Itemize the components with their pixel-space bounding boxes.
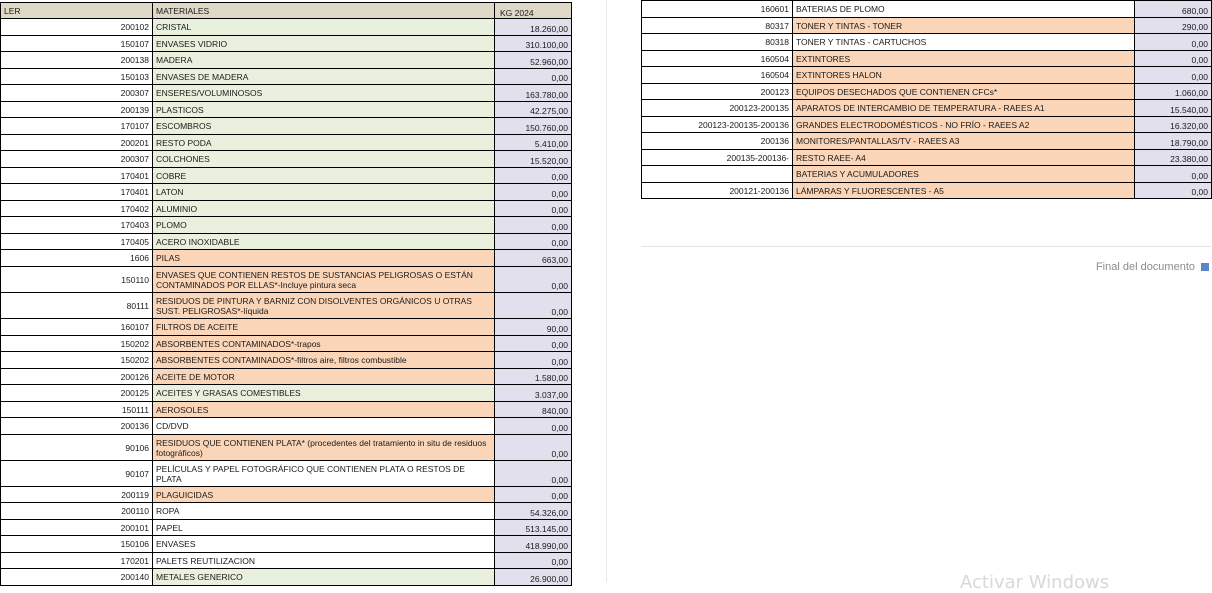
table-row	[642, 117, 1212, 133]
ler-cell: 170403	[1, 217, 153, 234]
ler-cell: 160504	[642, 67, 793, 84]
material-cell: BATERIAS Y ACUMULADORES	[793, 166, 1135, 183]
ler-cell: 150103	[1, 69, 153, 85]
material-cell: RESTO RAEE- A4	[793, 150, 1135, 166]
kg-cell: 26.900,00	[495, 569, 572, 586]
kg-cell: 0,00	[495, 435, 572, 461]
material-cell: ENVASES QUE CONTIENEN RESTOS DE SUSTANCIAS PELIGROSAS O ESTÁN CONTAMINADOS POR ELLAS*-Incluye pintura seca	[153, 267, 495, 293]
material-cell: ENVASES VIDRIO	[153, 36, 495, 52]
material-cell: METALES GENERICO	[153, 569, 495, 586]
ler-cell: 200201	[1, 135, 153, 151]
table-row	[642, 51, 1212, 67]
table-row	[1, 201, 572, 217]
ler-cell: 200135-200136-	[642, 150, 793, 166]
table-header-row	[1, 3, 572, 19]
material-cell: LATON	[153, 184, 495, 201]
kg-cell: 840,00	[495, 402, 572, 418]
kg-cell: 5.410,00	[495, 135, 572, 151]
ler-cell: 150110	[1, 267, 153, 293]
table-row	[1, 402, 572, 418]
kg-cell: 513.145,00	[495, 520, 572, 536]
kg-cell: 0,00	[495, 293, 572, 319]
kg-cell: 54.326,00	[495, 503, 572, 520]
material-cell: ABSORBENTES CONTAMINADOS*-trapos	[153, 336, 495, 352]
material-cell: AEROSOLES	[153, 402, 495, 418]
ler-cell: 200102	[1, 19, 153, 36]
material-cell: ROPA	[153, 503, 495, 520]
ler-cell: 200136	[642, 133, 793, 150]
ler-cell: 200101	[1, 520, 153, 536]
ler-cell: 200119	[1, 487, 153, 503]
material-cell: CD/DVD	[153, 418, 495, 435]
table-row	[642, 150, 1212, 166]
ler-cell: 150202	[1, 336, 153, 352]
end-of-document-label: Final del documento	[1095, 261, 1195, 273]
material-cell: ESCOMBROS	[153, 118, 495, 135]
table-row	[1, 151, 572, 168]
kg-cell: 0,00	[495, 336, 572, 352]
kg-cell: 0,00	[1135, 34, 1212, 51]
kg-cell: 42.275,00	[495, 102, 572, 118]
table-row	[1, 250, 572, 267]
ler-cell: 80318	[642, 34, 793, 51]
material-cell: FILTROS DE ACEITE	[153, 319, 495, 336]
table-row	[1, 503, 572, 520]
table-row	[642, 1, 1212, 18]
materials-table-left	[0, 2, 572, 586]
material-cell: TONER Y TINTAS - TONER	[793, 18, 1135, 34]
header-kg-2024: KG 2024	[495, 3, 572, 19]
table-row	[1, 461, 572, 487]
material-cell: EXTINTORES HALON	[793, 67, 1135, 84]
ler-cell	[642, 166, 793, 183]
table-row	[1, 352, 572, 369]
table-row	[1, 569, 572, 586]
kg-cell: 18.790,00	[1135, 133, 1212, 150]
kg-cell: 52.960,00	[495, 52, 572, 69]
table-row	[1, 385, 572, 402]
kg-cell: 310.100,00	[495, 36, 572, 52]
material-cell: CRISTAL	[153, 19, 495, 36]
material-cell: EXTINTORES	[793, 51, 1135, 67]
material-cell: PILAS	[153, 250, 495, 267]
table-row	[1, 217, 572, 234]
kg-cell: 3.037,00	[495, 385, 572, 402]
material-cell: MADERA	[153, 52, 495, 69]
ler-cell: 200307	[1, 85, 153, 102]
kg-cell: 0,00	[495, 553, 572, 569]
kg-cell: 0,00	[1135, 166, 1212, 183]
material-cell: EQUIPOS DESECHADOS QUE CONTIENEN CFCs*	[793, 84, 1135, 100]
kg-cell: 663,00	[495, 250, 572, 267]
table-row	[1, 52, 572, 69]
kg-cell: 0,00	[495, 184, 572, 201]
table-row	[642, 166, 1212, 183]
ler-cell: 160601	[642, 1, 793, 18]
kg-cell: 0,00	[495, 217, 572, 234]
kg-cell: 90,00	[495, 319, 572, 336]
ler-cell: 150111	[1, 402, 153, 418]
ler-cell: 200139	[1, 102, 153, 118]
activation-watermark: Activar Windows	[960, 572, 1110, 593]
table-row	[642, 34, 1212, 51]
ler-cell: 200138	[1, 52, 153, 69]
table-row	[642, 84, 1212, 100]
table-row	[1, 487, 572, 503]
ler-cell: 150107	[1, 36, 153, 52]
kg-cell: 0,00	[495, 267, 572, 293]
ler-cell: 170402	[1, 201, 153, 217]
header-ler: LER	[1, 3, 153, 19]
ler-cell: 160107	[1, 319, 153, 336]
ler-cell: 160504	[642, 51, 793, 67]
kg-cell: 0,00	[495, 418, 572, 435]
table-row	[1, 267, 572, 293]
material-cell: GRANDES ELECTRODOMÉSTICOS - NO FRÍO - RAEES A2	[793, 117, 1135, 133]
kg-cell: 0,00	[495, 234, 572, 250]
material-cell: ACEITES Y GRASAS COMESTIBLES	[153, 385, 495, 402]
kg-cell: 0,00	[495, 461, 572, 487]
ler-cell: 200123	[642, 84, 793, 100]
material-cell: LÁMPARAS Y FLUORESCENTES - A5	[793, 183, 1135, 199]
kg-cell: 0,00	[495, 352, 572, 369]
ler-cell: 90107	[1, 461, 153, 487]
end-of-document-line	[641, 246, 1211, 247]
kg-cell: 1.580,00	[495, 369, 572, 385]
table-row	[1, 102, 572, 118]
kg-cell: 163.780,00	[495, 85, 572, 102]
kg-cell: 18.260,00	[495, 19, 572, 36]
table-row	[1, 553, 572, 569]
kg-cell: 15.540,00	[1135, 100, 1212, 117]
material-cell: APARATOS DE INTERCAMBIO DE TEMPERATURA - RAEES A1	[793, 100, 1135, 117]
ler-cell: 170401	[1, 168, 153, 184]
page-divider	[606, 0, 607, 582]
ler-cell: 170401	[1, 184, 153, 201]
material-cell: PLASTICOS	[153, 102, 495, 118]
ler-cell: 200123-200135-200136	[642, 117, 793, 133]
table-row	[1, 418, 572, 435]
materials-table-right	[641, 0, 1212, 199]
kg-cell: 0,00	[1135, 67, 1212, 84]
material-cell: ENVASES	[153, 536, 495, 553]
table-row	[1, 19, 572, 36]
ler-cell: 200123-200135	[642, 100, 793, 117]
table-row	[1, 369, 572, 385]
material-cell: ENVASES DE MADERA	[153, 69, 495, 85]
material-cell: PAPEL	[153, 520, 495, 536]
kg-cell: 150.760,00	[495, 118, 572, 135]
material-cell: ACEITE DE MOTOR	[153, 369, 495, 385]
material-cell: PELÍCULAS Y PAPEL FOTOGRÁFICO QUE CONTIENEN PLATA O RESTOS DE PLATA	[153, 461, 495, 487]
ler-cell: 200126	[1, 369, 153, 385]
ler-cell: 80111	[1, 293, 153, 319]
material-cell: BATERIAS DE PLOMO	[793, 1, 1135, 18]
ler-cell: 200110	[1, 503, 153, 520]
ler-cell: 200136	[1, 418, 153, 435]
kg-cell: 0,00	[1135, 51, 1212, 67]
material-cell: RESIDUOS DE PINTURA Y BARNIZ CON DISOLVENTES ORGÁNICOS U OTRAS SUST. PELIGROSAS*-líquida	[153, 293, 495, 319]
kg-cell: 418.990,00	[495, 536, 572, 553]
kg-cell: 0,00	[1135, 183, 1212, 199]
kg-cell: 16.320,00	[1135, 117, 1212, 133]
kg-cell: 15.520,00	[495, 151, 572, 168]
table-row	[642, 133, 1212, 150]
ler-cell: 150106	[1, 536, 153, 553]
material-cell: RESIDUOS QUE CONTIENEN PLATA* (procedentes del tratamiento in situ de residuos fotográficos)	[153, 435, 495, 461]
material-cell: PLAGUICIDAS	[153, 487, 495, 503]
table-row	[642, 67, 1212, 84]
ler-cell: 150202	[1, 352, 153, 369]
material-cell: ALUMINIO	[153, 201, 495, 217]
ler-cell: 200307	[1, 151, 153, 168]
material-cell: COBRE	[153, 168, 495, 184]
kg-cell: 290,00	[1135, 18, 1212, 34]
table-row	[1, 293, 572, 319]
table-row	[1, 536, 572, 553]
table-row	[1, 168, 572, 184]
table-row	[1, 520, 572, 536]
table-row	[1, 234, 572, 250]
kg-cell: 23.380,00	[1135, 150, 1212, 166]
table-row	[642, 18, 1212, 34]
material-cell: PALETS REUTILIZACION	[153, 553, 495, 569]
table-row	[1, 118, 572, 135]
table-row	[1, 435, 572, 461]
material-cell: MONITORES/PANTALLAS/TV - RAEES A3	[793, 133, 1135, 150]
kg-cell: 0,00	[495, 168, 572, 184]
material-cell: ABSORBENTES CONTAMINADOS*-filtros aire, filtros combustible	[153, 352, 495, 369]
table-row	[1, 36, 572, 52]
ler-cell: 200125	[1, 385, 153, 402]
table-row	[1, 135, 572, 151]
ler-cell: 80317	[642, 18, 793, 34]
material-cell: ENSERES/VOLUMINOSOS	[153, 85, 495, 102]
ler-cell: 200121-200136	[642, 183, 793, 199]
material-cell: COLCHONES	[153, 151, 495, 168]
ler-cell: 170405	[1, 234, 153, 250]
kg-cell: 680,00	[1135, 1, 1212, 18]
kg-cell: 0,00	[495, 69, 572, 85]
material-cell: TONER Y TINTAS - CARTUCHOS	[793, 34, 1135, 51]
material-cell: RESTO PODA	[153, 135, 495, 151]
ler-cell: 90106	[1, 435, 153, 461]
material-cell: PLOMO	[153, 217, 495, 234]
ler-cell: 170201	[1, 553, 153, 569]
header-materiales: MATERIALES	[153, 3, 495, 19]
table-row	[642, 100, 1212, 117]
table-row	[1, 69, 572, 85]
table-row	[1, 336, 572, 352]
kg-cell: 0,00	[495, 201, 572, 217]
table-row	[1, 85, 572, 102]
ler-cell: 1606	[1, 250, 153, 267]
table-row	[1, 319, 572, 336]
end-of-document-marker-icon	[1201, 263, 1209, 271]
ler-cell: 200140	[1, 569, 153, 586]
ler-cell: 170107	[1, 118, 153, 135]
kg-cell: 1.060,00	[1135, 84, 1212, 100]
table-row	[1, 184, 572, 201]
table-row	[642, 183, 1212, 199]
material-cell: ACERO INOXIDABLE	[153, 234, 495, 250]
kg-cell: 0,00	[495, 487, 572, 503]
